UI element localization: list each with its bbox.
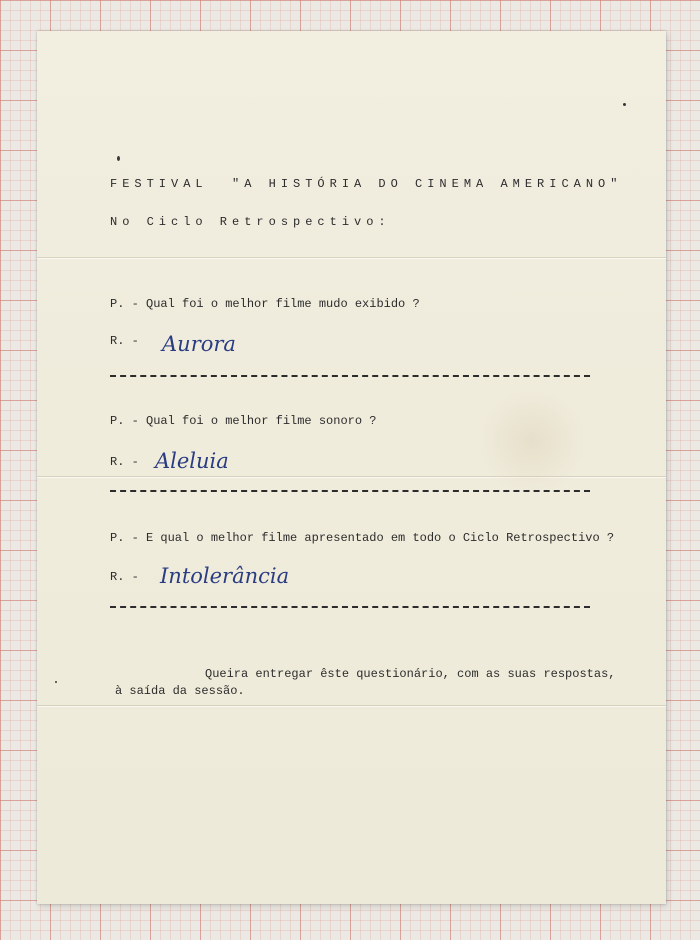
answer-label: R. - [110, 455, 139, 469]
answer-dashed-line [110, 490, 590, 492]
answer-label: R. - [110, 334, 139, 348]
cycle-subtitle: No Ciclo Retrospectivo: [110, 215, 391, 229]
answer-label: R. - [110, 570, 139, 584]
festival-title: FESTIVAL "A HISTÓRIA DO CINEMA AMERICANO" [110, 177, 623, 191]
question-best-overall-film: P. - E qual o melhor filme apresentado em todo o Ciclo Retrospectivo ? [110, 531, 615, 545]
paper-stain [477, 386, 587, 496]
handwritten-answer-sound-film: Aleluia [155, 449, 229, 473]
return-instruction-line2: à saída da sessão. [115, 684, 245, 698]
handwritten-answer-best-overall: Intolerância [160, 564, 290, 588]
questionnaire-sheet [37, 31, 666, 904]
paper-fold-line [37, 257, 666, 258]
return-instruction-line1: Queira entregar êste questionário, com as suas respostas, [205, 667, 616, 681]
answer-dashed-line [110, 606, 590, 608]
paper-fold-line [37, 705, 666, 706]
question-sound-film: P. - Qual foi o melhor filme sonoro ? [110, 414, 377, 428]
handwritten-answer-silent-film: Aurora [162, 332, 236, 356]
answer-dashed-line [110, 375, 590, 377]
question-silent-film: P. - Qual foi o melhor filme mudo exibido ? [110, 297, 420, 311]
